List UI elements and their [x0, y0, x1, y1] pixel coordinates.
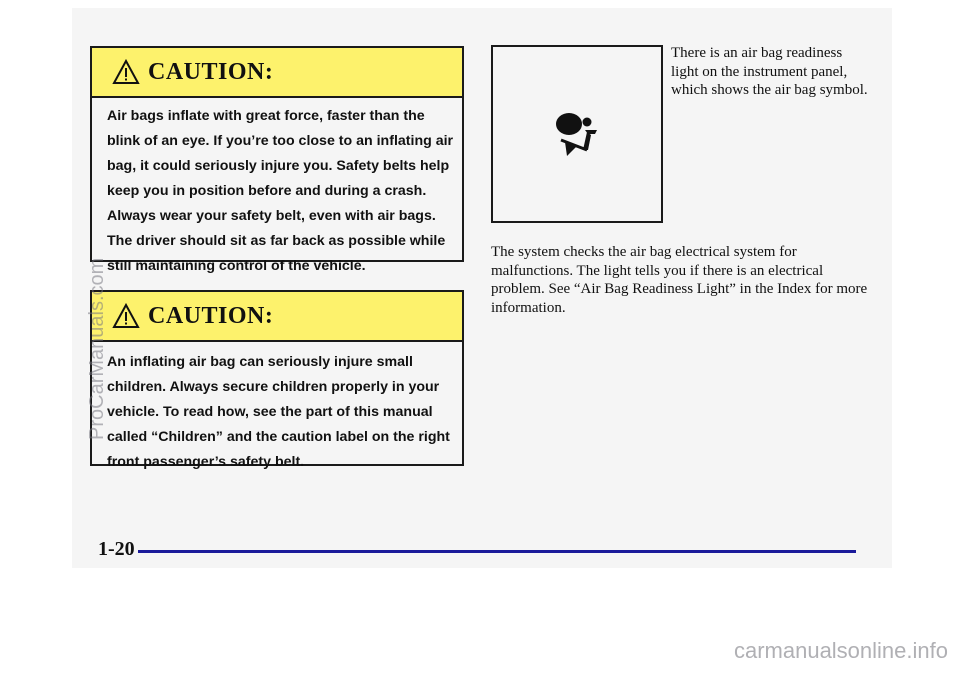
caution-box-air-bag-force	[90, 46, 464, 274]
caution-title: CAUTION:	[148, 58, 274, 85]
caution-box-children	[90, 290, 464, 470]
caution-text: Air bags inflate with great force, faster than the blink of an eye. If you’re too close to an inflating air bag, it could seriously injure you. Safety belts help keep you in position before and during a crash. Always wear your safety belt, even with air bags. The driver should sit as far back as possible while still maintaining control of the vehicle.	[107, 108, 454, 274]
caution-header	[92, 48, 462, 98]
warning-triangle-icon	[112, 303, 140, 329]
caution-header	[92, 292, 462, 342]
air-bag-symbol-figure	[491, 45, 663, 223]
warning-triangle-icon	[112, 59, 140, 85]
footer-rule	[138, 550, 856, 553]
caution-text: An inflating air bag can seriously injure small children. Always secure children properly in your vehicle. To read how, see the part of this manual called “Children” and the caution label on the right front passenger’s safety belt.	[107, 354, 450, 470]
footer-watermark: carmanualsonline.info	[733, 638, 948, 663]
system-check-paragraph: The system checks the air bag electrical system for malfunctions. The light tells you if there is an electrical problem. See “Air Bag Readiness Light” in the Index for more information.	[491, 244, 868, 316]
caution-title: CAUTION:	[148, 302, 274, 329]
page-number: 1-20	[98, 538, 135, 560]
watermark-text: ProCarManuals.com	[86, 257, 108, 440]
readiness-light-description: There is an air bag readiness light on the instrument panel, which shows the air bag symbol.	[671, 45, 868, 98]
side-watermark	[80, 190, 110, 440]
air-bag-symbol-icon	[547, 104, 607, 164]
